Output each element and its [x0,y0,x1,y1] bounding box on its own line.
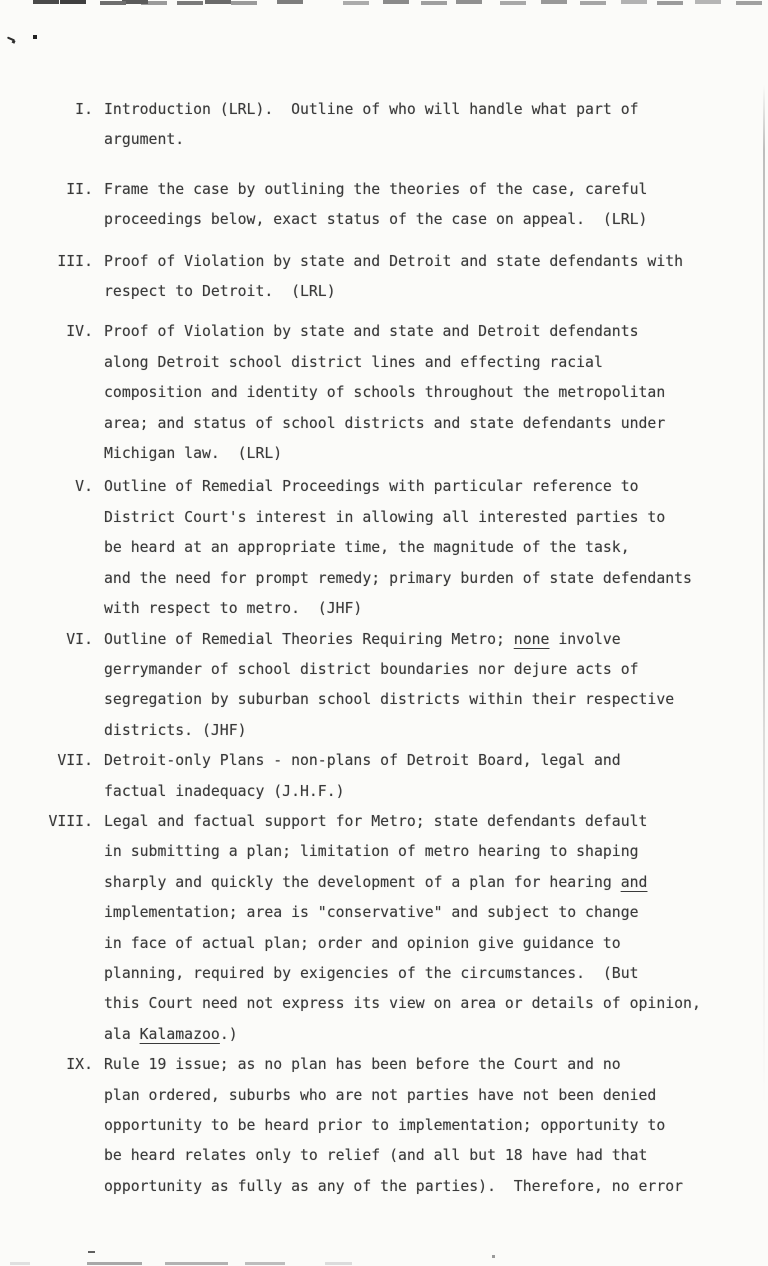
text-segment: Outline of Remedial Proceedings with particular reference to [104,478,639,496]
outline-line [104,378,665,408]
outline-item-numeral: IV. [66,323,93,341]
outline-item [0,1050,768,1202]
text-segment: involve [549,630,621,648]
outline-list [0,95,768,1202]
text-segment: implementation; area is "conservative" and subject to change [104,904,639,922]
outline-item-lines [104,317,665,469]
outline-item-numeral: III. [57,252,93,270]
text-segment: area; and status of school districts and state defendants under [104,414,666,432]
outline-line [104,594,692,624]
outline-item [0,175,768,236]
outline-item-numeral: VI. [66,630,93,648]
outline-line [104,439,665,469]
text-segment: Proof of Violation by state and state and Detroit defendants [104,323,639,341]
outline-item [0,247,768,308]
text-segment: with respect to metro. (JHF) [104,600,363,618]
outline-item-numeral: II. [66,180,93,198]
text-segment: Outline of Remedial Theories Requiring Metro; [104,630,514,648]
text-segment: composition and identity of schools throughout the metropolitan [104,384,666,402]
text-segment: Detroit-only Plans - non-plans of Detroit Board, legal and [104,752,621,770]
text-segment: this Court need not express its view on area or details of opinion, [104,995,701,1013]
outline-item [0,746,768,807]
text-segment: sharply and quickly the development of a plan for hearing [104,873,621,891]
outline-line [104,837,701,867]
outline-line [104,533,692,563]
underlined-text: and [620,873,648,891]
text-segment: .) [219,1025,238,1043]
outline-line [104,777,621,807]
stray-ink-mark [7,36,15,41]
scan-edge-artifact-bottom [245,1262,285,1265]
outline-line [104,564,692,594]
text-segment: in face of actual plan; order and opinion give guidance to [104,934,621,952]
text-segment: and the need for prompt remedy; primary burden of state defendants [104,569,692,587]
outline-item-numeral: VII. [57,752,93,770]
underlined-text: none [513,630,550,648]
scan-edge-artifact-bottom [325,1262,352,1265]
text-segment: be heard at an appropriate time, the magnitude of the task, [104,539,630,557]
outline-line [104,959,701,989]
text-segment: opportunity as fully as any of the parties). Therefore, no error [104,1177,684,1195]
outline-line [104,898,701,928]
stray-ink-dot [492,1255,495,1258]
outline-item-lines [104,625,674,747]
outline-line [104,1141,683,1171]
text-segment: Frame the case by outlining the theories of the case, careful [104,180,648,198]
text-segment: segregation by suburban school districts within their respective [104,691,675,709]
text-segment: districts. (JHF) [104,721,247,739]
outline-item-numeral: I. [75,101,93,118]
outline-item-lines [104,746,621,807]
text-segment: Proof of Violation by state and Detroit and state defendants with [104,252,684,270]
text-segment: argument. [104,131,185,149]
outline-line [104,1172,683,1202]
outline-item-numeral: IX. [66,1056,93,1074]
outline-item [0,625,768,747]
scan-edge-artifact-right [763,85,765,1160]
outline-line [104,125,639,155]
text-segment: be heard relates only to relief (and all but 18 have had that [104,1147,648,1165]
outline-item-lines [104,247,683,308]
text-segment: plan ordered, suburbs who are not parties have not been denied [104,1086,657,1104]
outline-item-numeral: VIII. [48,812,93,830]
outline-line [104,655,674,685]
outline-item [0,472,768,624]
outline-item-lines [104,175,647,236]
outline-line [104,205,647,235]
outline-line [104,929,701,959]
outline-line [104,472,692,502]
text-segment: along Detroit school district lines and effecting racial [104,353,603,371]
scan-edge-artifact-bottom [165,1262,228,1265]
text-segment: in submitting a plan; limitation of metro hearing to shaping [104,843,639,861]
outline-line [104,1081,683,1111]
outline-line [104,807,701,837]
text-segment: planning, required by exigencies of the circumstances. (But [104,964,639,982]
outline-item-lines [104,807,701,1050]
outline-item [0,317,768,469]
outline-line [104,1020,701,1050]
outline-item [0,807,768,1050]
outline-item [0,95,768,156]
scan-edge-artifact-bottom [87,1262,142,1265]
outline-line [104,95,639,125]
text-segment: Rule 19 issue; as no plan has been before the Court and no [104,1056,621,1074]
outline-line [104,989,701,1019]
outline-line [104,1111,683,1141]
text-segment: Introduction (LRL). Outline of who will handle what part of [104,101,639,118]
outline-item-lines [104,95,639,156]
text-segment: proceedings below, exact status of the case on appeal. (LRL) [104,211,648,229]
outline-line [104,247,683,277]
outline-line [104,746,621,776]
outline-line [104,348,665,378]
outline-line [104,409,665,439]
outline-line [104,625,674,655]
text-segment: respect to Detroit. (LRL) [104,283,336,301]
outline-line [104,868,701,898]
outline-line [104,1050,683,1080]
text-segment: ala [104,1025,140,1043]
text-segment: opportunity to be heard prior to implementation; opportunity to [104,1117,666,1134]
scan-edge-artifact-bottom [10,1262,30,1265]
text-segment: Michigan law. (LRL) [104,445,283,463]
outline-line [104,503,692,533]
underlined-text: Kalamazoo [139,1025,220,1043]
outline-item-lines [104,472,692,624]
outline-item-lines [104,1050,683,1202]
text-segment: District Court's interest in allowing all interested parties to [104,508,666,526]
outline-line [104,716,674,746]
outline-line [104,317,665,347]
outline-line [104,175,647,205]
text-segment: Legal and factual support for Metro; state defendants default [104,812,648,830]
stray-ink-dot [33,35,37,39]
outline-item-numeral: V. [75,478,93,496]
outline-line [104,277,683,307]
text-segment: factual inadequacy (J.H.F.) [104,782,345,800]
text-segment: gerrymander of school district boundaries nor dejure acts of [104,660,639,678]
scan-edge-artifact-top [0,0,26,4]
stray-ink-mark [88,1251,95,1253]
outline-line [104,685,674,715]
